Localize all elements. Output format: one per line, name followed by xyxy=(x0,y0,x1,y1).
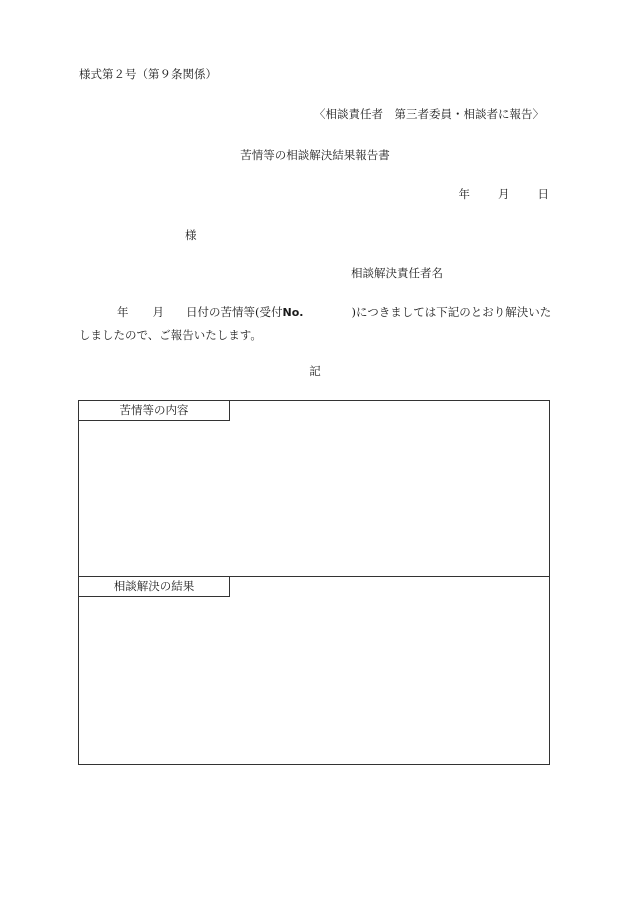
body-year-label: 年 xyxy=(117,305,129,319)
resolution-result-section xyxy=(79,577,549,764)
resolution-result-field[interactable] xyxy=(83,601,545,760)
body-text-2: )につきましては下記のとおり解決いたしましたので、ご報告いたします。 xyxy=(79,305,552,342)
responsible-person-label: 相談解決責任者名 xyxy=(351,266,443,280)
date-line xyxy=(459,186,550,202)
date-day-label: 日 xyxy=(537,187,549,201)
body-paragraph xyxy=(79,301,554,347)
report-table xyxy=(78,400,550,765)
resolution-result-label: 相談解決の結果 xyxy=(79,577,230,597)
complaint-content-label: 苦情等の内容 xyxy=(79,401,230,421)
form-number: 様式第２号（第９条関係） xyxy=(79,67,217,81)
date-month-label: 月 xyxy=(498,187,510,201)
body-text-1: 日付の苦情等(受付 xyxy=(186,305,283,319)
complaint-content-section xyxy=(79,401,549,577)
date-year-label: 年 xyxy=(458,187,470,201)
body-month-label: 月 xyxy=(152,305,164,319)
complaint-content-field[interactable] xyxy=(83,425,545,572)
report-route-note: 〈相談責任者 第三者委員・相談者に報告〉 xyxy=(314,107,544,121)
ki-heading: 記 xyxy=(309,364,321,378)
document-title: 苦情等の相談解決結果報告書 xyxy=(240,148,390,162)
receipt-no-label: No. xyxy=(282,306,304,319)
addressee-suffix: 様 xyxy=(185,228,197,242)
